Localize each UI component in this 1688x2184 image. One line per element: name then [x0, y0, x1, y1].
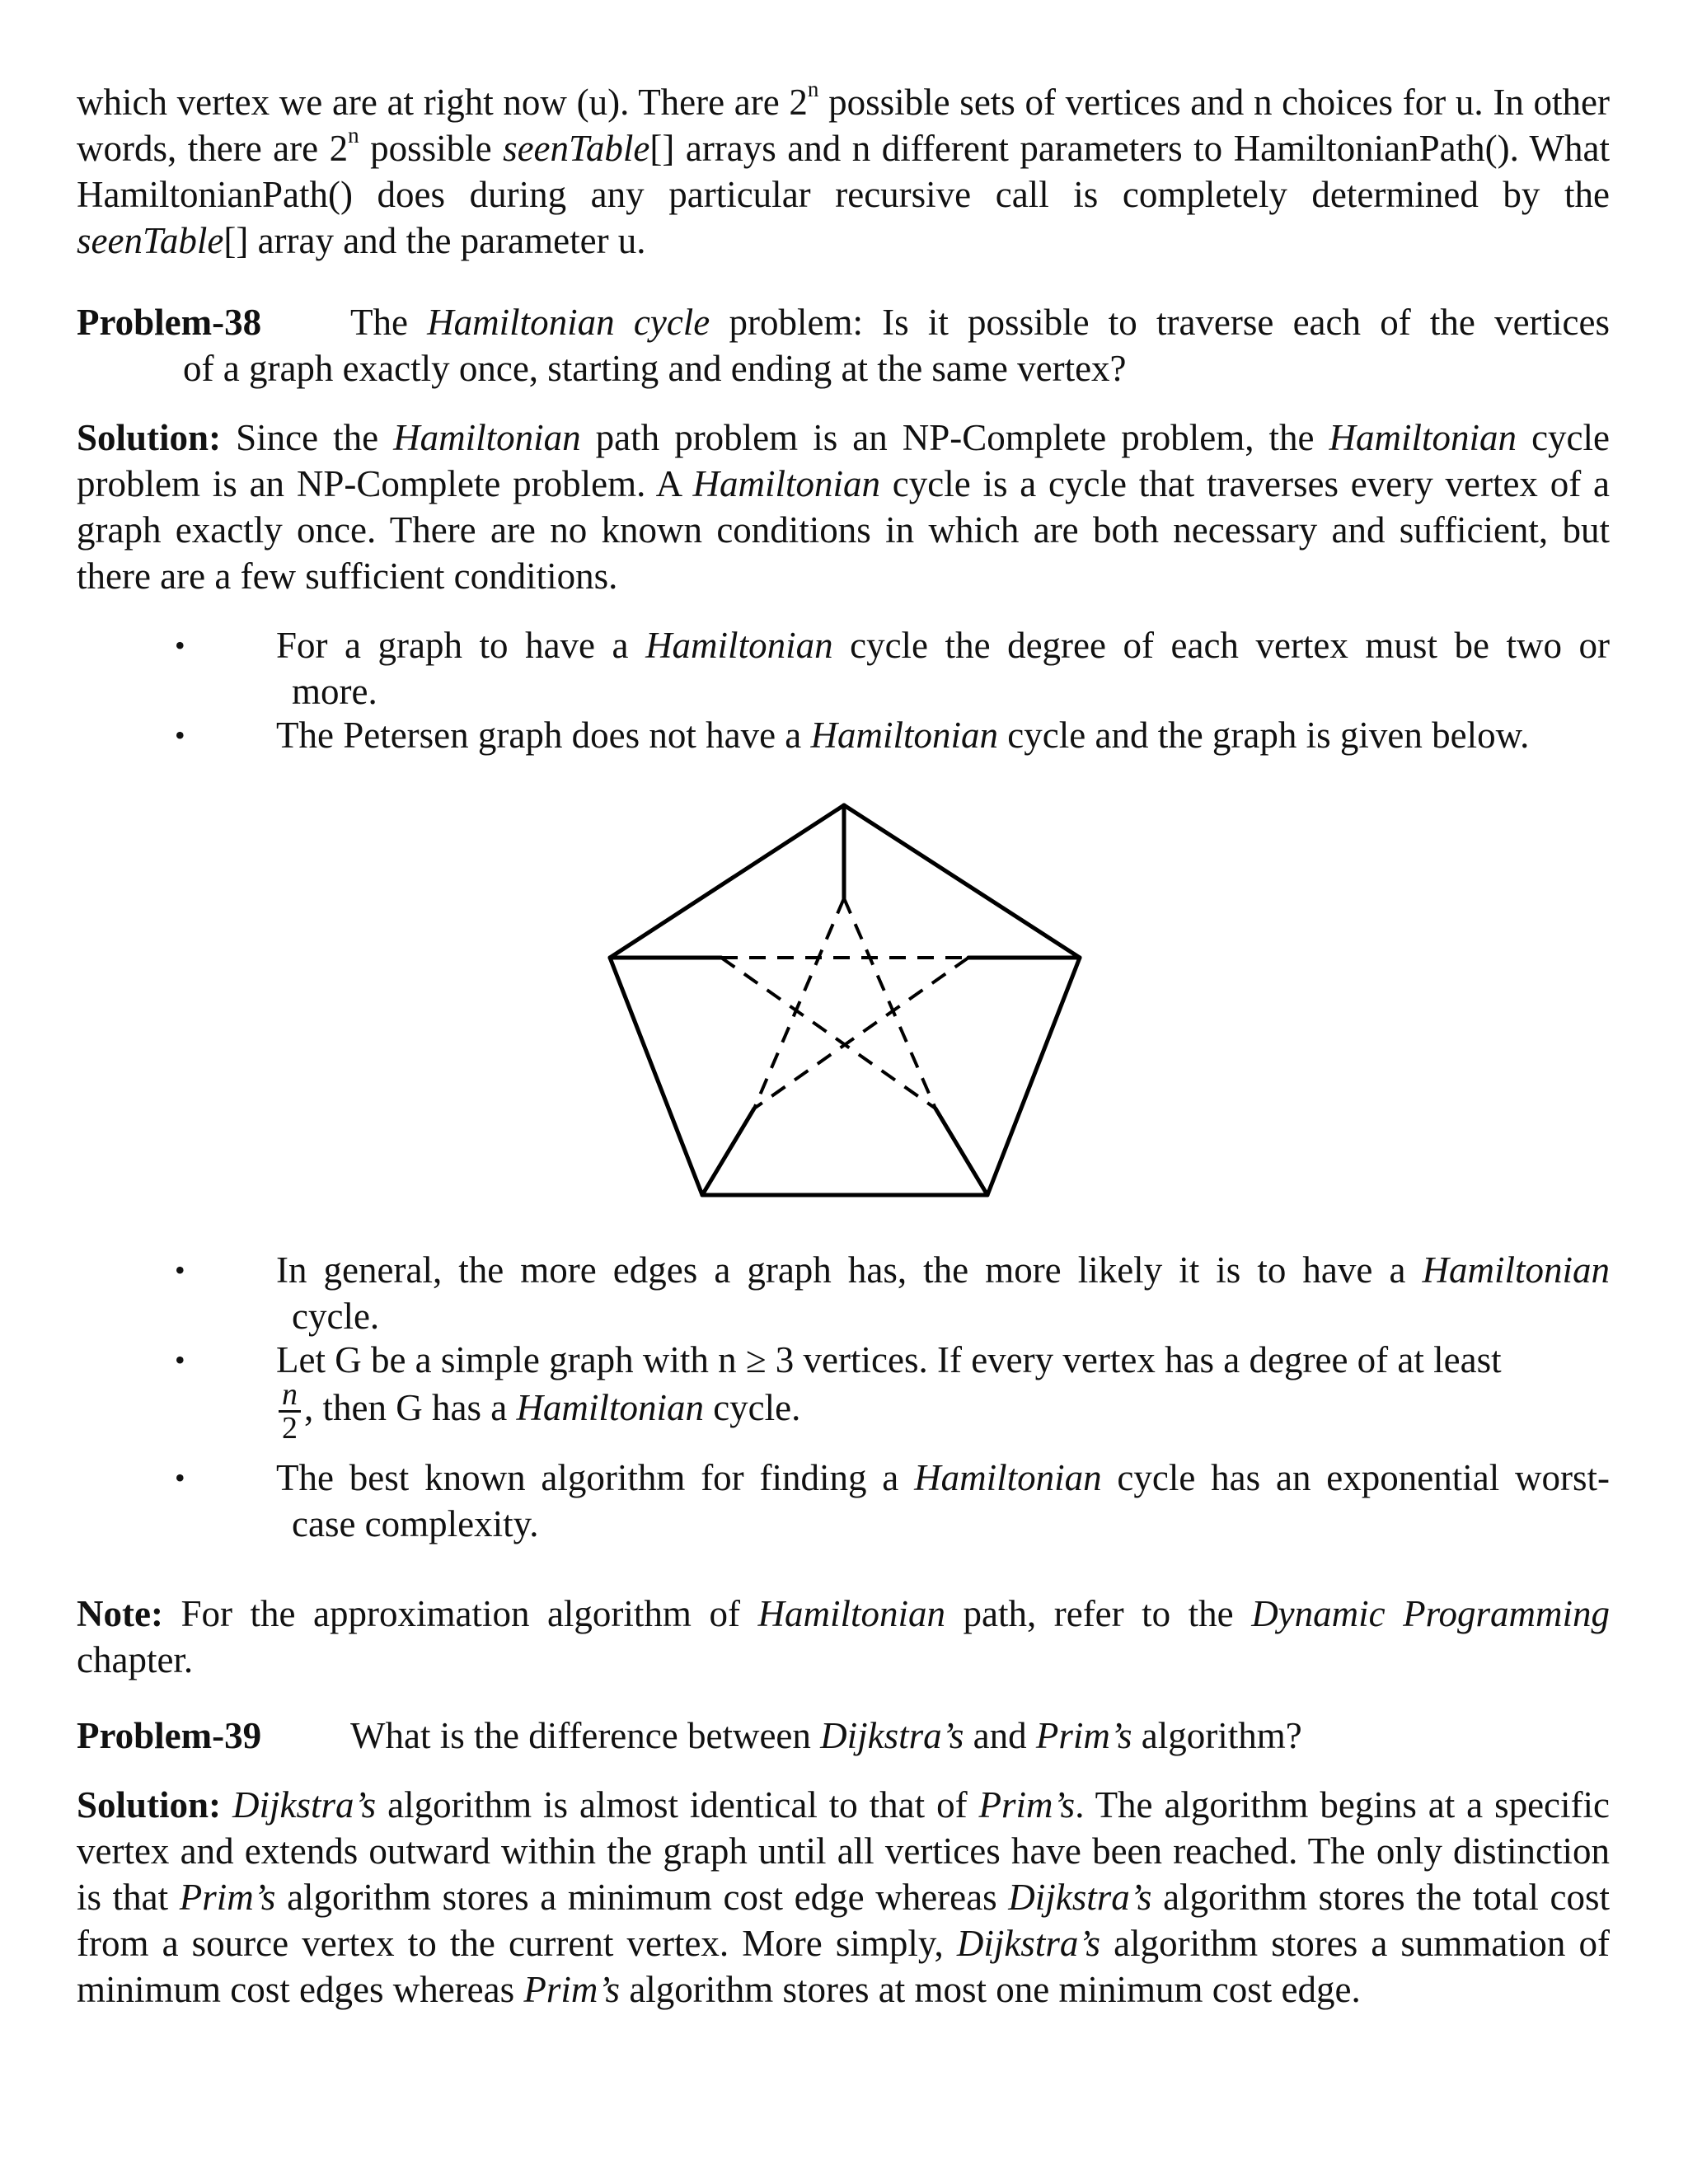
note-paragraph — [77, 1591, 1610, 1683]
bullet-3-text — [276, 1247, 1610, 1293]
emphasis: Prim’s — [523, 1969, 621, 2010]
text-run: algorithm is almost identical to that of — [376, 1784, 979, 1825]
text-run: algorithm stores at most one minimum cost edge. — [620, 1969, 1361, 2010]
problem-38-text-cont: of a graph exactly once, starting and ending at the same vertex? — [183, 348, 1127, 389]
bullet-5-text — [276, 1455, 1610, 1501]
bullet-1-text — [276, 622, 1610, 668]
outer-edges — [610, 805, 1080, 1195]
emphasis: Hamiltonian — [810, 715, 999, 756]
outer-edge — [844, 805, 1080, 958]
bullet-marker: • — [175, 1461, 185, 1494]
emphasis: Hamiltonian — [516, 1387, 704, 1428]
text-run: [] array and the parameter u. — [223, 220, 646, 261]
emphasis: Hamiltonian cycle — [427, 302, 710, 343]
text-run: [] arrays and n different parameters to HamiltonianPath(). What HamiltonianPath() does during any particular recursive call is completely determined by the — [77, 128, 1610, 215]
petersen-graph-figure — [602, 795, 1096, 1207]
text-run: which vertex we are at right now (u). There are 2 — [77, 82, 808, 123]
solution-38-paragraph — [77, 415, 1610, 599]
emphasis: Hamiltonian — [757, 1593, 945, 1634]
emphasis: seenTable — [77, 220, 224, 261]
text-run: In general, the more edges a graph has, the more likely it is to have a — [276, 1249, 1423, 1291]
text-run: cycle. — [703, 1387, 801, 1428]
bullet-2-text — [276, 712, 1610, 758]
text-run: algorithm stores a minimum cost edge whereas — [275, 1877, 1009, 1918]
emphasis: Hamiltonian — [393, 417, 581, 458]
text-run: Since the — [221, 417, 394, 458]
text-run: The Petersen graph does not have a — [276, 715, 811, 756]
problem-39-label: Problem-39 — [77, 1715, 262, 1756]
intro-paragraph — [77, 79, 1610, 264]
text-run: possible — [359, 128, 504, 169]
emphasis: Dijkstra’s — [1008, 1877, 1152, 1918]
solution-label: Solution: — [77, 1784, 222, 1825]
outer-edge — [987, 958, 1080, 1195]
bullet-marker: • — [175, 629, 185, 662]
text-run: The best known algorithm for finding a — [276, 1457, 915, 1498]
superscript: n — [807, 77, 819, 101]
text-run: algorithm stores the total cost from a source vertex to the current vertex. More simply, — [77, 1877, 1610, 1964]
text-run: What is the difference between — [350, 1715, 821, 1756]
text-run: possible sets of vertices and n choices for u. In other words, there are 2 — [77, 82, 1610, 169]
problem-39-text — [350, 1713, 1302, 1759]
inner-star-edges — [721, 898, 968, 1108]
text-run: cycle has an exponential worst- — [1101, 1457, 1610, 1498]
emphasis: Hamiltonian — [914, 1457, 1102, 1498]
text-run: cycle problem is an NP-Complete problem. A — [77, 417, 1611, 504]
note-label: Note: — [77, 1593, 163, 1634]
problem-38-text — [350, 299, 1610, 345]
text-run: cycle and the graph is given below. — [998, 715, 1530, 756]
text-run: . The algorithm begins at a specific vertex and extends outward within the graph until all vertices have been reached. The only distinction is that — [77, 1784, 1610, 1918]
text-run: cycle the degree of each vertex must be two or — [832, 625, 1610, 666]
solution-39-paragraph — [77, 1782, 1610, 2013]
fraction-denominator: 2 — [282, 1411, 298, 1446]
bullet-3-text-cont: cycle. — [292, 1296, 380, 1337]
outer-edge — [610, 958, 702, 1195]
bullet-5-text-cont: case complexity. — [292, 1503, 539, 1544]
emphasis: Hamiltonian — [1422, 1249, 1610, 1291]
emphasis: Prim’s — [179, 1877, 276, 1918]
text-run: algorithm stores a summation of minimum cost edges whereas — [77, 1923, 1610, 2010]
bullet-marker: • — [175, 1254, 185, 1286]
text-run: path, refer to the — [945, 1593, 1252, 1634]
text-run: For the approximation algorithm of — [162, 1593, 758, 1634]
problem-38-label: Problem-38 — [77, 302, 262, 343]
fraction-numerator: n — [279, 1379, 301, 1413]
emphasis: Dijkstra’s — [232, 1784, 377, 1825]
emphasis: Dijkstra’s — [956, 1923, 1101, 1964]
bullet-marker: • — [175, 1343, 185, 1376]
text-run: , then G has a — [304, 1387, 517, 1428]
text-run: and — [964, 1715, 1036, 1756]
emphasis: Hamiltonian — [645, 625, 833, 666]
solution-label: Solution: — [77, 417, 222, 458]
text-run: algorithm? — [1132, 1715, 1302, 1756]
emphasis: Dijkstra’s — [820, 1715, 964, 1756]
bullet-4-text-cont — [279, 1375, 800, 1444]
text-run: For a graph to have a — [276, 625, 646, 666]
spoke-edge — [935, 1108, 987, 1195]
emphasis: Hamiltonian — [1329, 417, 1517, 458]
bullet-marker: • — [175, 719, 185, 752]
text-run: problem: Is it possible to traverse each of the vertices — [710, 302, 1610, 343]
bullet-4-text: Let G be a simple graph with n ≥ 3 vertices. If every vertex has a degree of at least — [276, 1339, 1502, 1380]
emphasis: Prim’s — [978, 1784, 1076, 1825]
emphasis: Dynamic Programming — [1251, 1593, 1610, 1634]
text-run — [221, 1784, 232, 1825]
text-run: cycle is a cycle that traverses every vertex of a graph exactly once. There are no known conditions in which are both necessary and sufficient, but there are a few sufficient conditions. — [77, 463, 1610, 597]
text-run: chapter. — [77, 1639, 194, 1680]
emphasis: Hamiltonian — [692, 463, 880, 504]
emphasis: seenTable — [503, 128, 650, 169]
spoke-edge — [702, 1108, 754, 1195]
fraction-n-over-2 — [279, 1379, 301, 1444]
outer-edge — [610, 805, 844, 958]
text-run: The — [350, 302, 428, 343]
text-run: path problem is an NP-Complete problem, the — [580, 417, 1329, 458]
bullet-1-text-cont: more. — [292, 671, 377, 712]
emphasis: Prim’s — [1035, 1715, 1132, 1756]
superscript: n — [348, 123, 359, 148]
